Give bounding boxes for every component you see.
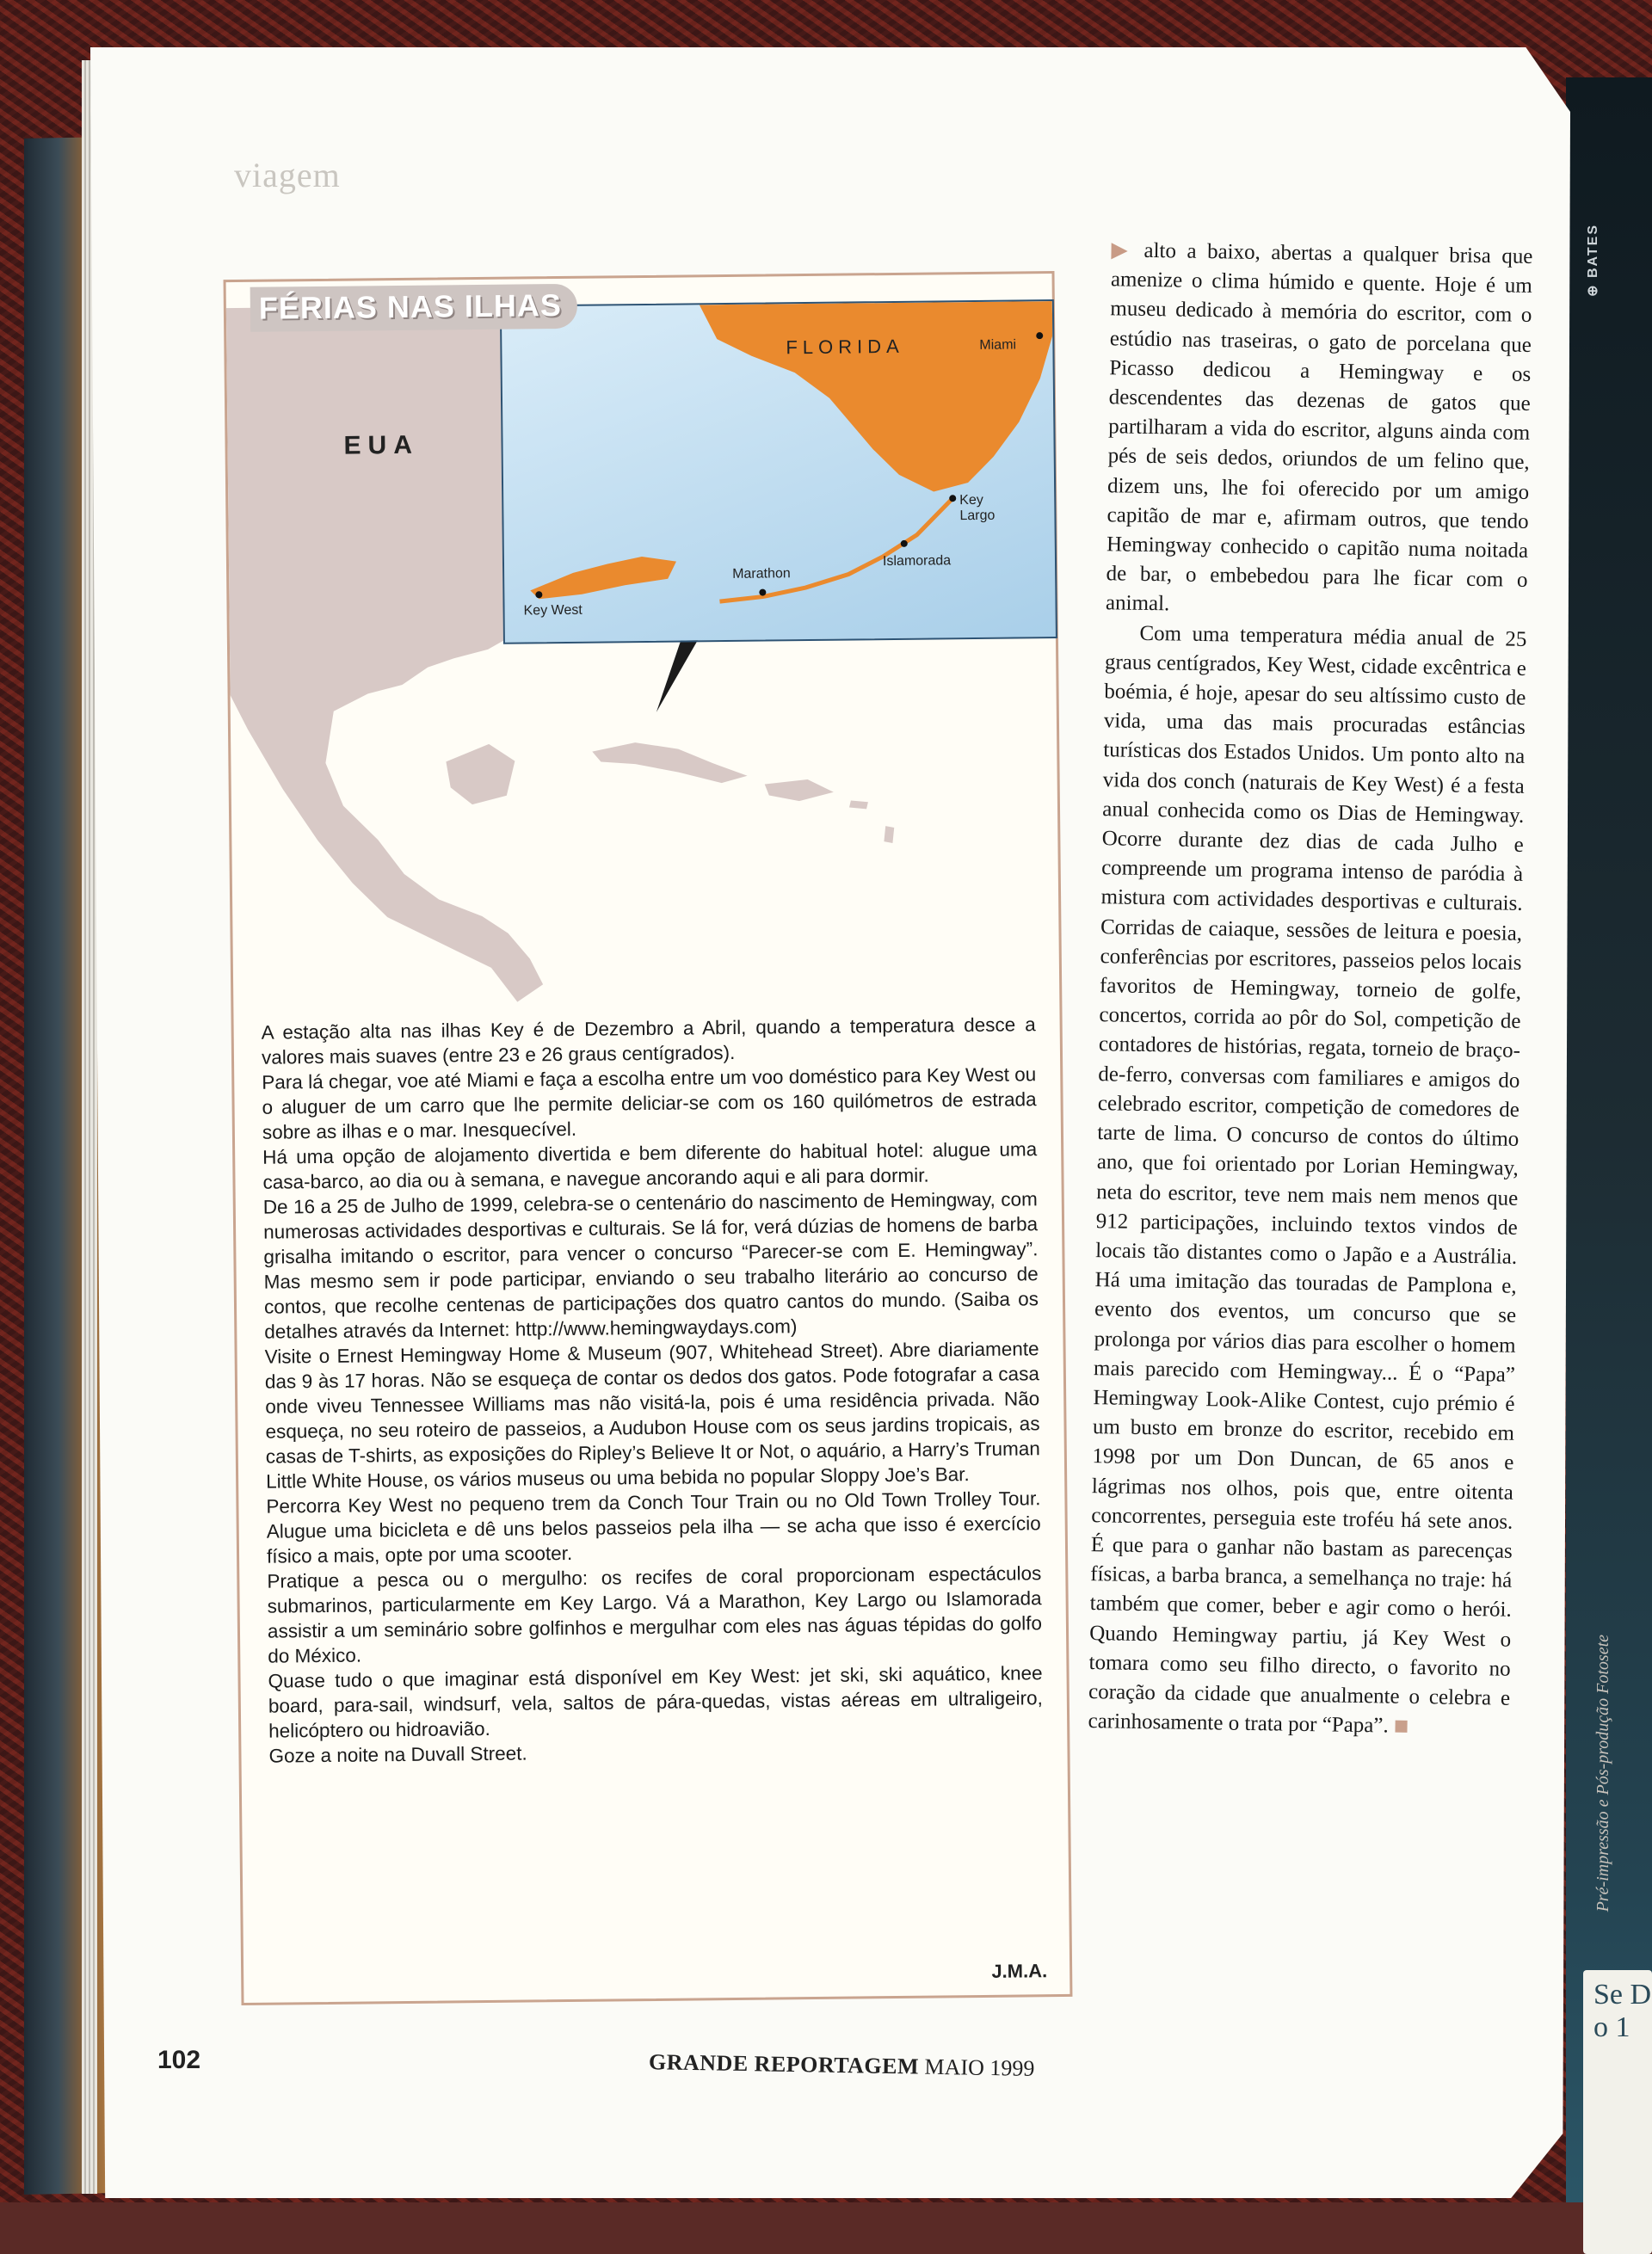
bates-label: ⊕ BATES [1586, 224, 1600, 297]
sidebar-paragraph: Visite o Ernest Hemingway Home & Museum (907, Whitehead Street). Abre diariamente das 9 às 17 horas. Não se esqueça de contar os dedos dos gatos. Pode fotografar a casa onde viveu Tennessee Williams mas não visitá-la, pois é uma residência privada. Não esqueça, no seu roteiro de passeios, a Audubon House com os seus jardins tropicais, as casas de T-shirts, as exposições do Ripley’s Believe It or Not, o aquário, a Harry’s Truman Little White House, os vários museus ou uma bebida no popular Sloppy Joe’s Bar. [264, 1338, 1040, 1493]
sidebar-body [262, 1012, 1044, 1768]
map-label-florida: FLORIDA [786, 335, 904, 359]
keys-chain [718, 500, 952, 601]
sidebar-paragraph: A estação alta nas ilhas Key é de Dezembro a Abril, quando a temperatura desce a valores mais suaves (entre 23 e 26 graus centígrados). [261, 1013, 1036, 1068]
sidebar-paragraph: Para lá chegar, voe até Miami e faça a escolha entre um voo doméstico para Key West ou o aluguer de um carro que lhe permite deliciar-se com os 160 quilómetros de estrada sobre as ilhas e o mar. Inesquecível. [262, 1063, 1037, 1143]
article-column [1088, 236, 1532, 1743]
sidebar-paragraph: Pratique a pesca ou o mergulho: os recifes de coral proporcionam espectáculos submarinos, particularmente em Key Largo. Vá a Marathon, Key Largo ou Islamorada assistir a um seminário sobre golfinhos e mergulhar com eles nas águas tépidas do golfo do México. [267, 1562, 1043, 1667]
sidebar-paragraph: De 16 a 25 de Julho de 1999, celebra-se o centenário do nascimento de Hemingway, com numerosas actividades desportivas e culturais. Se lá for, verá dúzias de homens de barba grisalha imitando o escritor, para vencer o concurso “Parecer-se com E. Hemingway”. Mas mesmo sem ir pode participar, enviando o seu trabalho literário ao concurso de contos, que recolhe centenas de participações dos quatro cantos do mundo. (Saiba os detalhes através da Internet: http://www.hemingwaydays.com) [262, 1188, 1039, 1343]
florida-inset-map [500, 299, 1057, 644]
florida-inset-svg [502, 301, 1056, 643]
map-label-islamorada: Islamorada [882, 553, 952, 570]
continuation-arrow-icon: ▶ [1111, 238, 1144, 262]
magazine-name: GRANDE REPORTAGEM [648, 2049, 920, 2079]
neighbor-book-panel [1583, 1970, 1652, 2254]
article-paragraph-1: alto a baixo, abertas a qualquer brisa que amenize o clima húmido e quente. Hoje é um museu dedicado à memória do escritor, com o estúdio nas traseiras, o gato de porcelana que Picasso dedicou a Hemingway e os descendentes das dezenas de gatos que partilharam a vida do escritor, alguns ainda com pés de seis dedos, oriundos de um felino que, dizem uns, lhe foi oferecido por um amigo capitão de mar e, afirmam outros, que tendo Hemingway conhecido o capitão numa noitada de bar, o embebedou para lhe ficar com o animal. [1105, 238, 1533, 616]
sidebar-paragraph: Percorra Key West no pequeno trem da Conch Tour Train ou no Old Town Trolley Tour. Alugue uma bicicleta e dê uns belos passeios pela ilha — se acha que isso é exercício físico a mais, opte por uma scooter. [266, 1487, 1041, 1567]
article-paragraph-2: Com uma temperatura média anual de 25 graus centígrados, Key West, cidade excêntrica e boémia, é hoje, apesar do seu altíssimo custo de vida, uma das mais procuradas estâncias turísticas dos Estados Unidos. Um ponto alto na vida dos conch (naturais de Key West) é a festa anual conhecida como os Dias de Hemingway. Ocorre durante dez dias de cada Julho e compreende um programa intenso de paródia à mistura com actividades desportivas e culturais. Corridas de caiaque, sessões de leitura e poesia, conferências por escritores, passeios pelos locais favoritos de Hemingway, torneio de golfe, concertos, corrida ao pôr do Sol, competição de contadores de histórias, regata, torneio de braço-de-ferro, conversas com familiares e amigos do celebrado escritor, competição de comedores de tarte de lima. O concurso de contos do último ano, que foi orientado por Lorian Hemingway, neta do escritor, teve nem mais nem menos que 912 participações, incluindo textos vindos de locais tão distantes como o Japão e a Austrália. Há uma imitação das touradas de Pamplona e, evento dos eventos, um concurso que se prolonga por vários dias para escolher o homem mais parecido com Hemingway... É o “Papa” Hemingway Look-Alike Contest, cujo prémio é um busto em bronze do escritor, recebido em 1998 por um Don Duncan, de 65 anos e lágrimas nos olhos, pois que, entre oitenta concorrentes, perseguia este troféu há sete anos. É que para o ganhar não bastam as parecenças físicas, a barba branca, a semelhança no traje: há também que comer, beber e agir como o herói. Quando Hemingway partiu, já Key West o tomara como seu filho directo, o favorito no coração da cidade que anualmente o celebra e carinhosamente o trata por “Papa”. [1088, 621, 1527, 1738]
yucatan-shape [446, 744, 515, 805]
mainland-shape [226, 305, 543, 1005]
callout-pointer [656, 638, 700, 712]
sidebar-paragraph: Há uma opção de alojamento divertida e bem diferente do habitual hotel: alugue uma casa-barco, ao dia ou à semana, e navegue ancorando aqui e ali para dormir. [262, 1138, 1038, 1193]
end-mark-icon [1396, 1721, 1408, 1733]
sidebar-title: FÉRIAS NAS ILHAS [250, 284, 578, 332]
map-label-marathon: Marathon [732, 566, 791, 582]
sidebar-box [224, 271, 1073, 2005]
sidebar-paragraph: Goze a noite na Duvall Street. [268, 1742, 527, 1767]
map-label-key-west: Key West [523, 602, 583, 619]
article-paragraph [1088, 619, 1526, 1743]
author-signature: J.M.A. [991, 1960, 1048, 1982]
map-label-eua: EUA [343, 430, 420, 460]
issue-date: MAIO 1999 [924, 2054, 1035, 2081]
small-islands [849, 800, 895, 844]
lower-keys [530, 557, 676, 600]
article-paragraph [1106, 236, 1533, 625]
cuba-shape [592, 742, 747, 785]
page-number: 102 [157, 2046, 201, 2074]
margin-credit: Pré-impressão e Pós-produção Fotosete [1593, 1635, 1612, 1912]
map-label-key-largo: Key Largo [959, 492, 996, 524]
hispaniola-shape [765, 779, 834, 802]
sidebar-paragraph: Quase tudo o que imaginar está disponível em Key West: jet ski, ski aquático, knee board, para-sail, windsurf, vela, saltos de pára-quedas, vistas aéreas em ultraligeiro, helicóptero ou hidroavião. [268, 1662, 1043, 1742]
section-tag: viagem [234, 156, 341, 194]
map-label-miami: Miami [979, 337, 1017, 353]
neighbor-fragment: Se D o 1 [1593, 1979, 1652, 2043]
florida-shape [700, 301, 1054, 494]
